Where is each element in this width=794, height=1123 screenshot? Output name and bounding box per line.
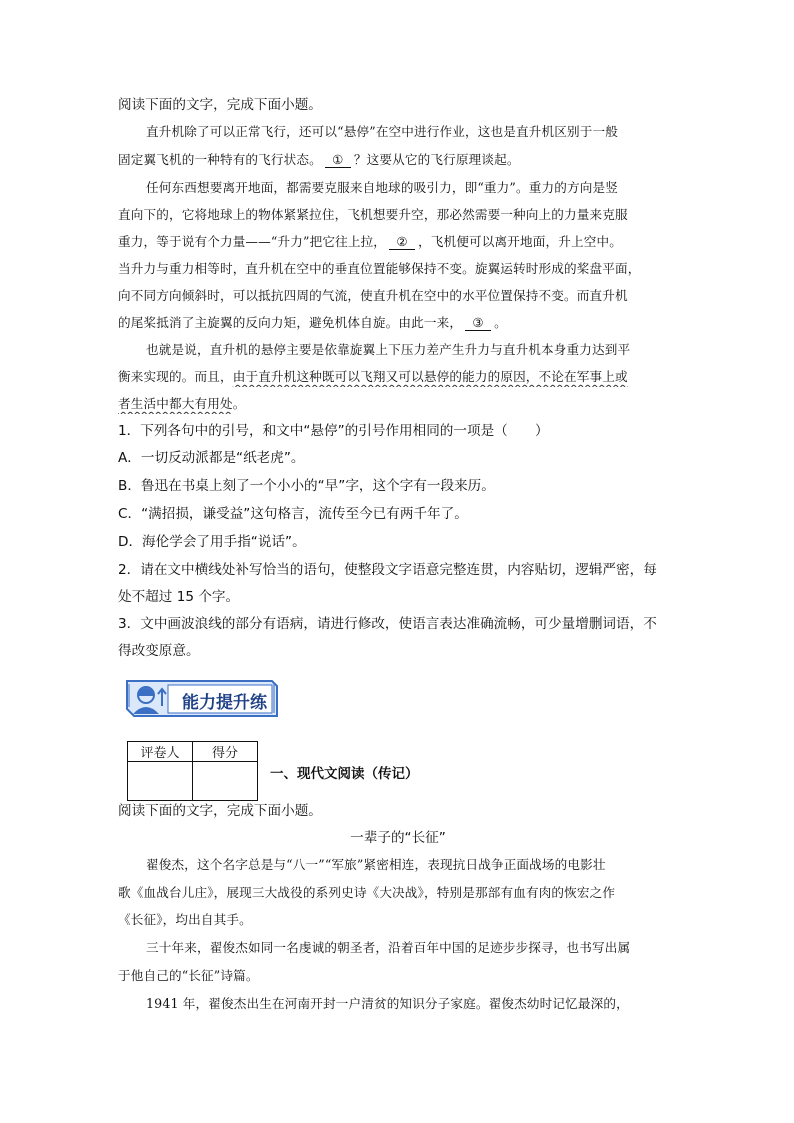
option-a: A．一切反动派都是“纸老虎”。 bbox=[118, 450, 305, 466]
instruction-1: 阅读下面的文字，完成下面小题。 bbox=[118, 97, 322, 113]
question-2: 2．请在文中横线处补写恰当的语句，使整段文字语意完整连贯，内容贴切，逻辑严密，每 bbox=[118, 562, 657, 578]
paragraph-line: 翟俊杰，这个名字总是与“八一”“军旅”紧密相连，表现抗日战争正面战场的电影壮 bbox=[146, 857, 606, 872]
article-title: 一辈子的“长征” bbox=[350, 830, 446, 846]
paragraph-line: 的尾桨抵消了主旋翼的反向力矩，避免机体自旋。由此一来， ③ 。 bbox=[118, 315, 507, 330]
blank-1: ① bbox=[325, 152, 351, 168]
paragraph-line: 衡来实现的。而且，由于直升机这种既可以飞翔又可以悬停的能力的原因，不论在军事上或 bbox=[118, 369, 628, 384]
section-title: 一、现代文阅读（传记） bbox=[270, 766, 419, 782]
option-d: D．海伦学会了用手指“说话”。 bbox=[118, 534, 306, 550]
paragraph-line: 向不同方向倾斜时，可以抵抗四周的气流，使直升机在空中的水平位置保持不变。而直升机 bbox=[118, 288, 628, 303]
paragraph-line: 歌《血战台儿庄》，展现三大战役的系列史诗《大决战》，特别是那部有血有肉的恢宏之作 bbox=[118, 885, 616, 900]
wavy-underlined-text: 由于直升机这种既可以飞翔又可以悬停的能力的原因，不论在军事上或 bbox=[232, 369, 628, 384]
question-1: 1．下列各句中的引号，和文中“悬停”的引号作用相同的一项是（ ） bbox=[118, 423, 549, 439]
paragraph-line: 当升力与重力相等时，直升机在空中的垂直位置能够保持不变。旋翼运转时形成的桨盘平面， bbox=[118, 261, 641, 276]
question-3: 3．文中画波浪线的部分有语病，请进行修改，使语言表达准确流畅，可少量增删词语，不 bbox=[118, 616, 657, 632]
paragraph-line: 也就是说，直升机的悬停主要是依靠旋翼上下压力差产生升力与直升机本身重力达到平 bbox=[146, 342, 631, 357]
paragraph-line: 于他自己的“长征”诗篇。 bbox=[118, 968, 259, 983]
badge-label: 能力提升练 bbox=[182, 693, 267, 713]
option-b: B．鲁迅在书桌上刻了一个小小的“早”字，这个字有一段来历。 bbox=[118, 478, 495, 494]
option-c: C．“满招损，谦受益”这句格言，流传至今已有两千年了。 bbox=[118, 506, 468, 522]
score-table bbox=[127, 741, 258, 801]
paragraph-line: 固定翼飞机的一种特有的飞行状态。 ① ？这要从它的飞行原理谈起。 bbox=[118, 152, 520, 167]
blank-3: ③ bbox=[465, 315, 491, 331]
paragraph-line: 者生活中都大有用处。 bbox=[118, 396, 246, 411]
grader-cell[interactable] bbox=[128, 762, 193, 801]
score-header: 得分 bbox=[193, 742, 258, 762]
instruction-2: 阅读下面的文字，完成下面小题。 bbox=[118, 803, 322, 819]
paragraph-line: 三十年来，翟俊杰如同一名虔诚的朝圣者，沿着百年中国的足迹步步探寻，也书写出属 bbox=[146, 940, 631, 955]
paragraph-line: 重力，等于说有个力量——“升力”把它往上拉， ② ，飞机便可以离开地面，升上空中。 bbox=[118, 234, 622, 249]
paragraph-line: 直升机除了可以正常飞行，还可以“悬停”在空中进行作业，这也是直升机区别于一般 bbox=[146, 124, 618, 139]
question-2-cont: 处不超过 15 个字。 bbox=[118, 589, 240, 605]
paragraph-line: 《长征》，均出自其手。 bbox=[118, 912, 252, 927]
paragraph-line: 任何东西想要离开地面，都需要克服来自地球的吸引力，即“重力”。重力的方向是竖 bbox=[146, 180, 618, 195]
score-cell[interactable] bbox=[193, 762, 258, 801]
wavy-underlined-text: 者生活中都大有用处 bbox=[118, 396, 233, 411]
paragraph-line: 直向下的，它将地球上的物体紧紧拉住，飞机想要升空，那必然需要一种向上的力量来克服 bbox=[118, 207, 628, 222]
ability-badge bbox=[124, 676, 280, 722]
question-3-cont: 得改变原意。 bbox=[118, 643, 200, 659]
grader-header: 评卷人 bbox=[128, 742, 193, 762]
blank-2: ② bbox=[389, 234, 415, 250]
paragraph-line: 1941 年，翟俊杰出生在河南开封一户清贫的知识分子家庭。翟俊杰幼时记忆最深的， bbox=[146, 996, 629, 1011]
